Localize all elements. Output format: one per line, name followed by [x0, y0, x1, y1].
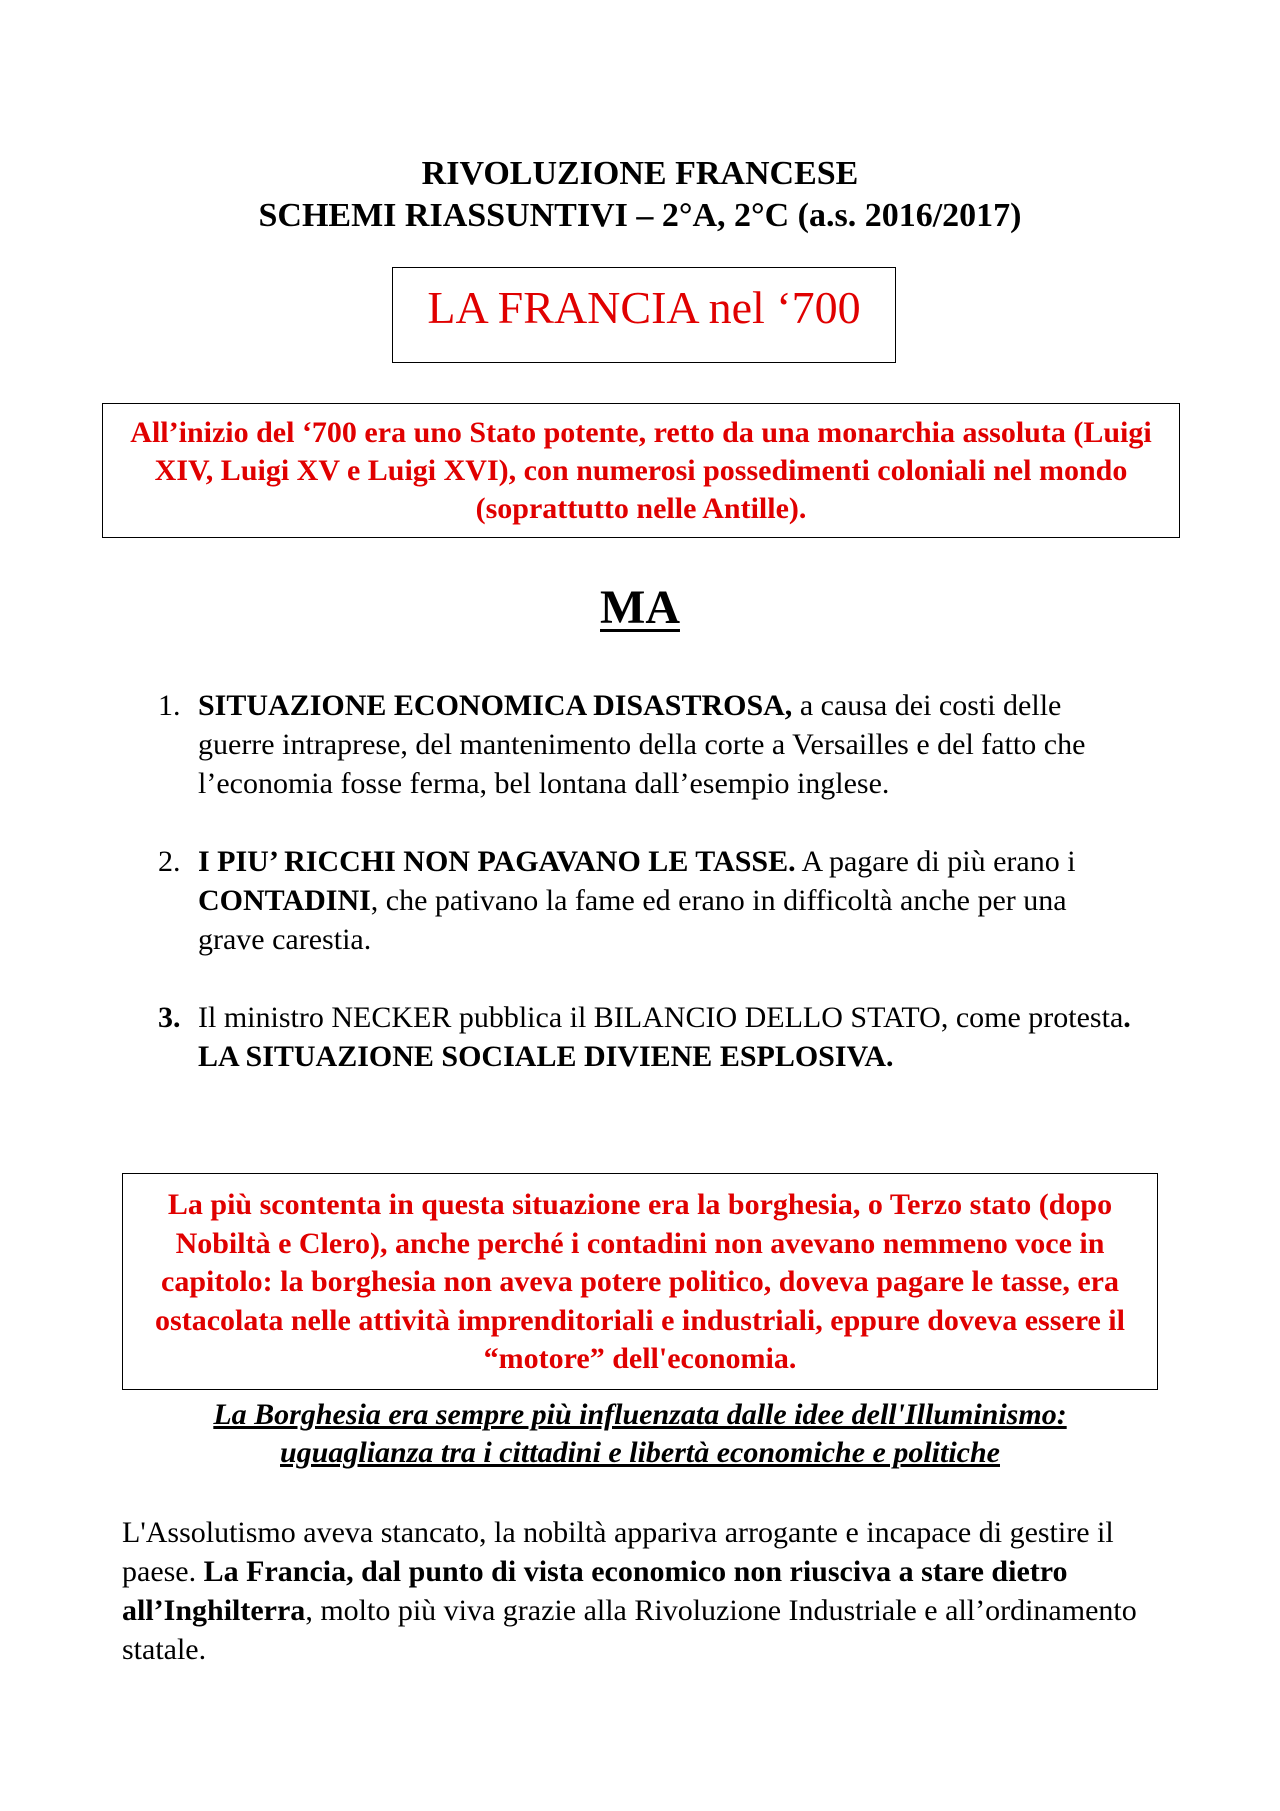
- borghesia-text: La più scontenta in questa situazione era la borghesia, o Terzo stato (dopo Nobiltà e Clero), anche perché i contadini non avevano nemmeno voce in capitolo: la borghesia non aveva potere politico, doveva pagare le tasse, era ostacolata nelle attività imprenditoriali e industriali, eppure doveva essere il “motore” dell'economia.: [155, 1188, 1125, 1375]
- ma-heading: MA: [600, 581, 680, 634]
- list-item-text: A pagare di più erano i: [795, 845, 1076, 878]
- document-header: [0, 153, 1280, 237]
- illuminismo-line-2: uguaglianza tra i cittadini e libertà economiche e politiche: [280, 1436, 1000, 1469]
- header-title: RIVOLUZIONE FRANCESE: [421, 155, 859, 192]
- list-item-text: a causa dei costi delle guerre intraprese, del mantenimento della corte a Versailles e del fatto che l’economia fosse ferma, bel lontana dall’esempio inglese.: [198, 689, 1086, 800]
- list-item-bold: I PIU’ RICCHI NON PAGAVANO LE TASSE.: [198, 845, 796, 878]
- list-item-text: , che pativano la fame ed erano in difficoltà anche per una grave carestia.: [198, 884, 1067, 956]
- section-title: LA FRANCIA nel ‘700: [427, 282, 861, 333]
- list-item: [158, 998, 1138, 1076]
- final-bold: La Francia, dal punto di vista economico non riusciva a stare dietro all’Inghilterra: [122, 1555, 1068, 1627]
- numbered-list: [158, 686, 1138, 1115]
- list-item-number: 1.: [158, 689, 181, 722]
- header-subtitle: SCHEMI RIASSUNTIVI – 2°A, 2°C (a.s. 2016/2017): [258, 197, 1022, 234]
- list-item-text: Il ministro NECKER pubblica il BILANCIO DELLO STATO, come protesta: [198, 1001, 1124, 1034]
- illuminismo-line-1: La Borghesia era sempre più influenzata dalle idee dell'Illuminismo:: [213, 1398, 1067, 1431]
- section-title-box: [392, 267, 896, 363]
- list-item-bold: . LA SITUAZIONE SOCIALE DIVIENE ESPLOSIVA.: [198, 1001, 1131, 1073]
- list-item: [158, 686, 1138, 803]
- list-item: [158, 842, 1138, 959]
- list-item-body: [198, 998, 1138, 1076]
- list-item-body: [198, 686, 1138, 803]
- borghesia-box: [122, 1173, 1158, 1390]
- list-item-number: 2.: [158, 845, 181, 878]
- final-paragraph: [122, 1513, 1162, 1669]
- intro-box: [102, 403, 1180, 538]
- list-item-bold-contadini: CONTADINI: [198, 884, 371, 917]
- list-item-number: 3.: [158, 1001, 181, 1034]
- illuminismo-note: [0, 1396, 1280, 1472]
- list-item-body: [198, 842, 1138, 959]
- intro-text: All’inizio del ‘700 era uno Stato potente, retto da una monarchia assoluta (Luigi XIV, Luigi XV e Luigi XVI), con numerosi possedimenti coloniali nel mondo (soprattutto nelle Antille).: [130, 416, 1152, 525]
- list-item-bold: SITUAZIONE ECONOMICA DISASTROSA,: [198, 689, 793, 722]
- final-text: , molto più viva grazie alla Rivoluzione Industriale e all’ordinamento statale.: [122, 1594, 1137, 1666]
- final-text: L'Assolutismo aveva stancato, la nobiltà appariva arrogante e incapace di gestire il paese.: [122, 1516, 1114, 1588]
